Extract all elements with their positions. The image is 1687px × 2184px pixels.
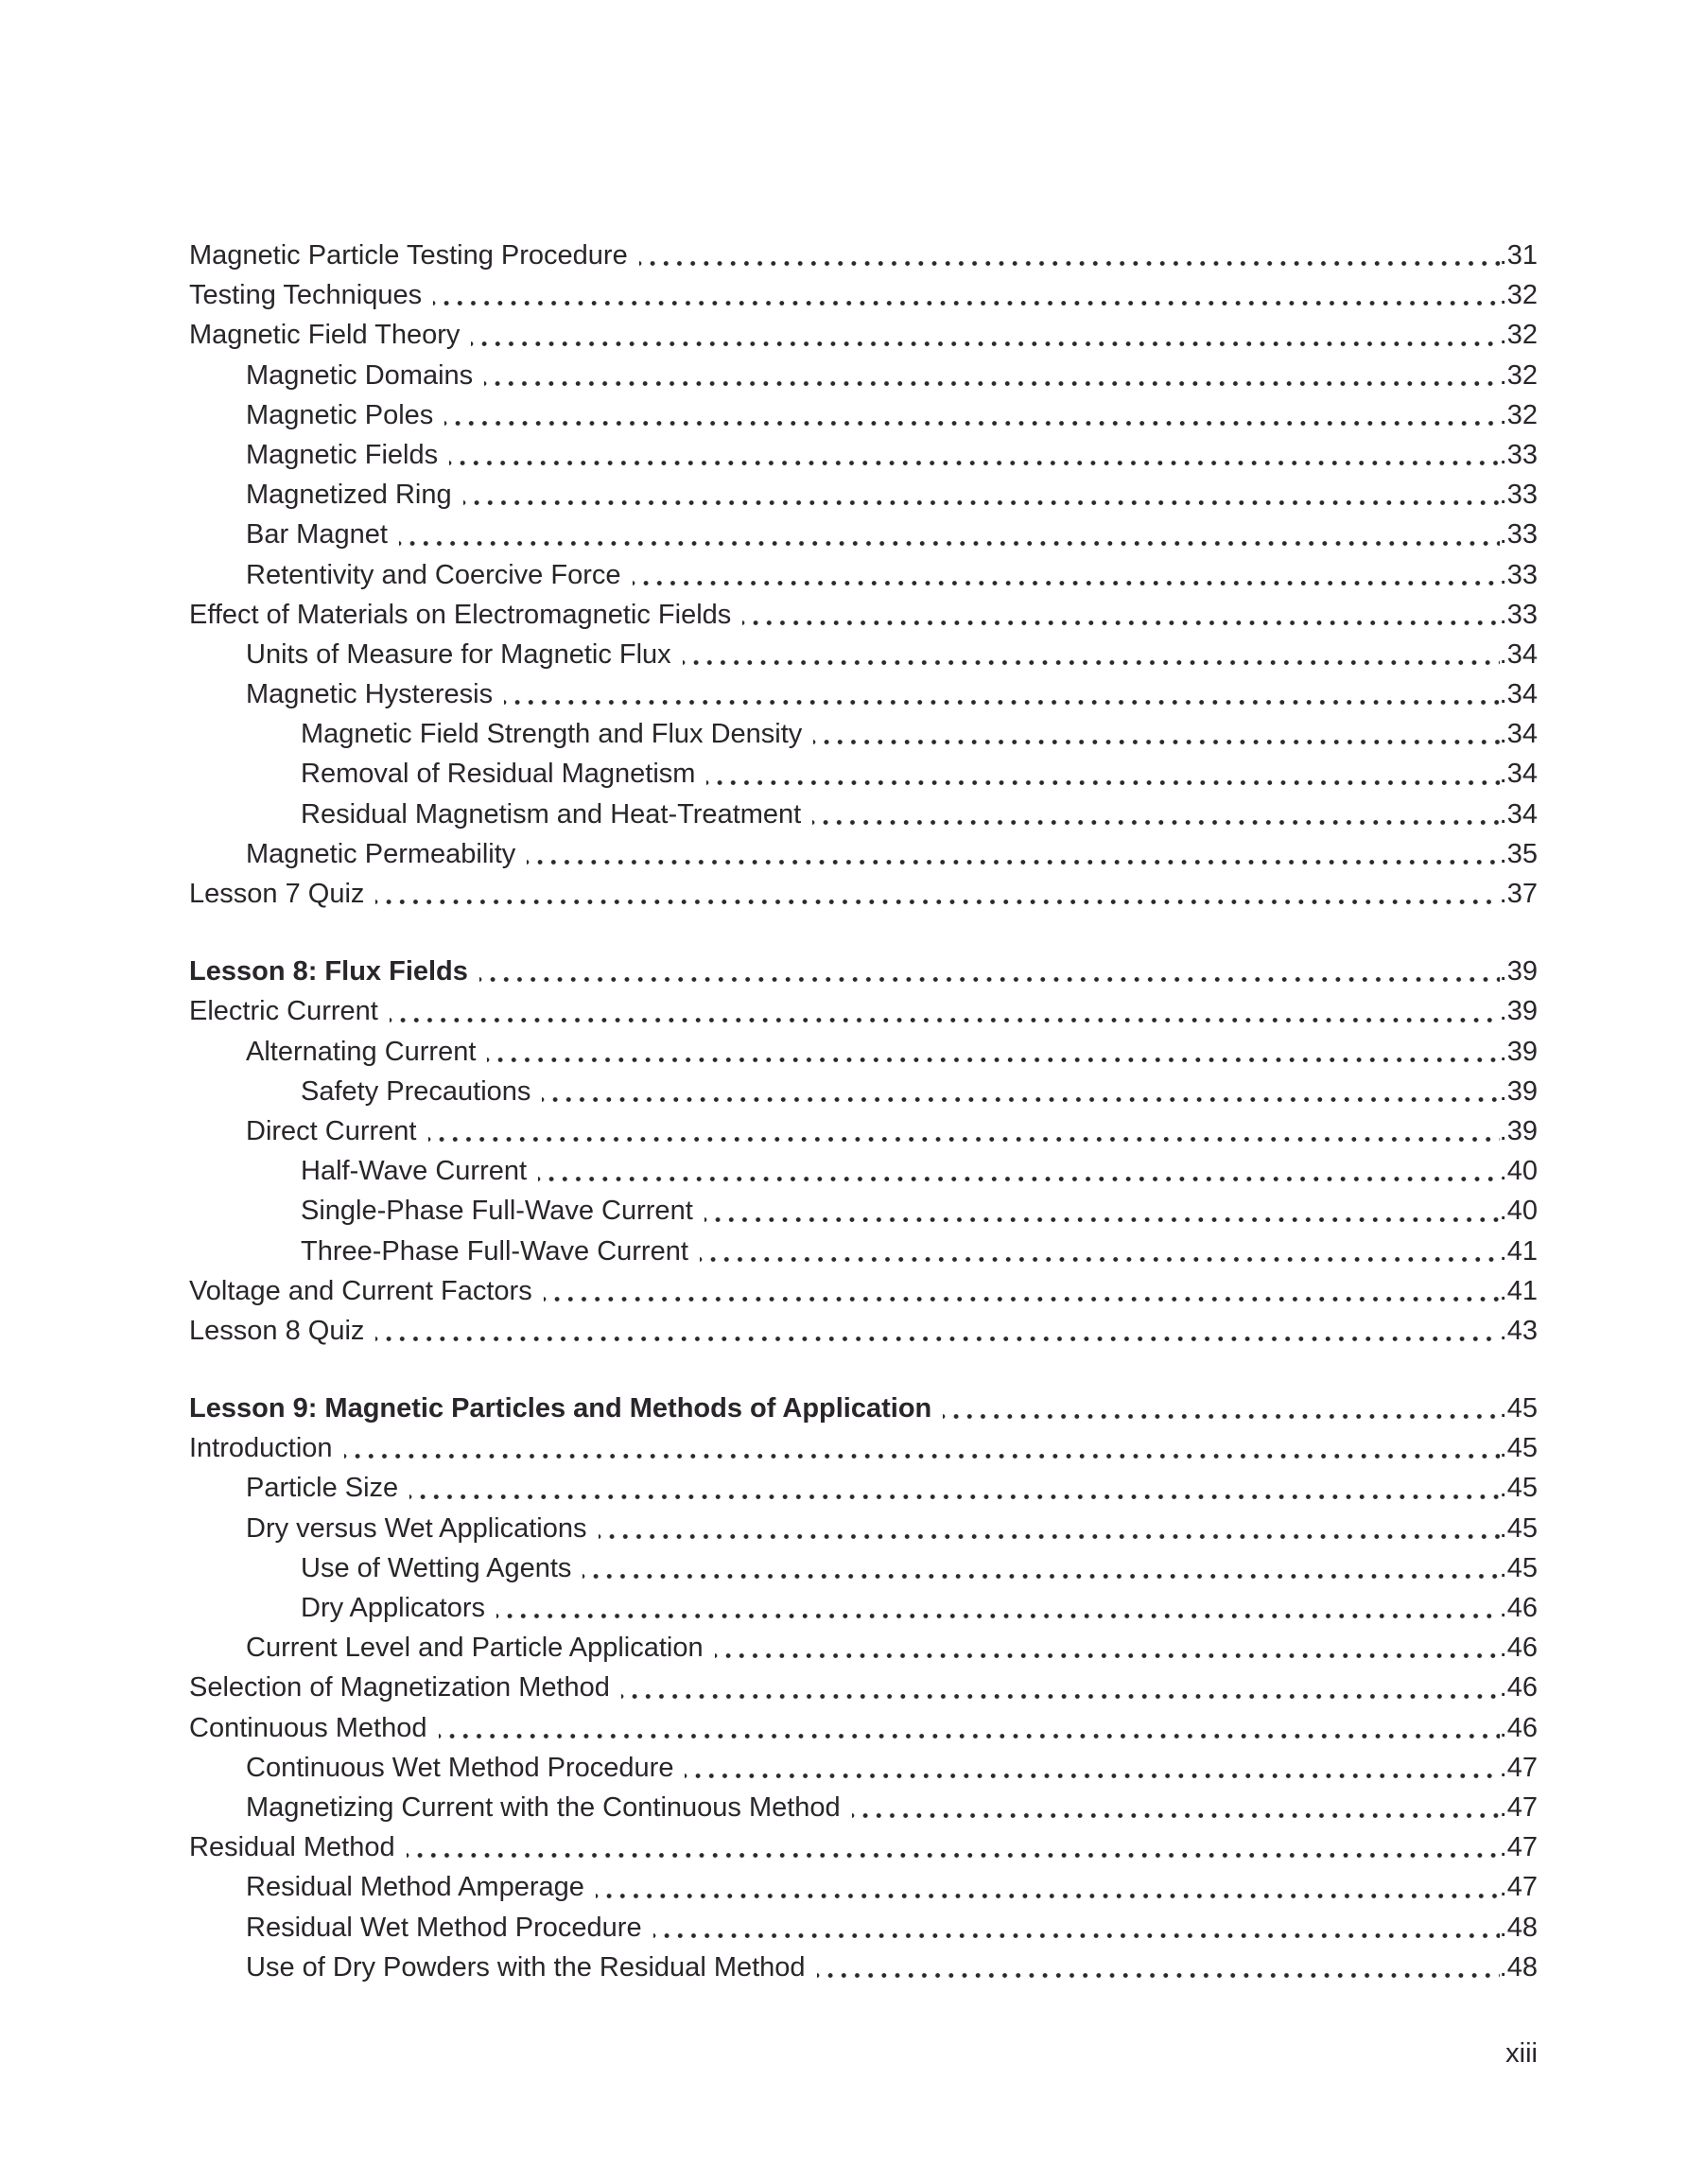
toc-page-number: . 33 <box>1500 595 1538 635</box>
dot-leader <box>504 674 1500 714</box>
dot-leader <box>433 275 1500 315</box>
toc-entry-row <box>189 1588 1538 1628</box>
dot-leader <box>444 395 1499 435</box>
toc-entry-row <box>189 1827 1538 1867</box>
toc-page-number: . 45 <box>1500 1548 1538 1588</box>
toc-lesson-heading-row <box>189 952 1538 991</box>
toc-page-number: . 32 <box>1500 356 1538 395</box>
toc-entry-row <box>189 1032 1538 1072</box>
toc-entry-label: Residual Method Amperage <box>246 1872 584 1903</box>
dot-leader <box>344 1428 1500 1468</box>
toc-entry-label: Magnetized Ring <box>246 480 452 511</box>
toc-entry-row <box>189 1548 1538 1588</box>
dot-leader <box>742 595 1499 635</box>
toc-page-number: . 45 <box>1500 1468 1538 1508</box>
dot-leader <box>538 1151 1500 1191</box>
toc-page-number: . 39 <box>1500 1032 1538 1072</box>
toc-entry-row <box>189 834 1538 874</box>
toc-entry-row <box>189 1509 1538 1548</box>
toc-entry-label: Lesson 7 Quiz <box>189 879 365 909</box>
toc-page-number: . 39 <box>1500 1111 1538 1151</box>
toc-page-number: . 33 <box>1500 555 1538 595</box>
toc-page-number: . 48 <box>1500 1908 1538 1948</box>
dot-leader <box>583 1548 1499 1588</box>
toc-entry-label: Magnetic Hysteresis <box>246 679 494 710</box>
dot-leader <box>704 1191 1500 1231</box>
dot-leader <box>599 1509 1500 1548</box>
dot-leader <box>544 1271 1500 1311</box>
dot-leader <box>813 714 1499 754</box>
toc-entry-label: Alternating Current <box>246 1036 477 1067</box>
toc-entry-label: Continuous Method <box>189 1712 427 1743</box>
toc-page-number: . 32 <box>1500 395 1538 435</box>
toc-entry-label: Selection of Magnetization Method <box>189 1672 610 1704</box>
toc-page-number: . 47 <box>1500 1788 1538 1827</box>
toc-page-number: . 35 <box>1500 834 1538 874</box>
toc-lesson-heading-label: Lesson 8: Flux Fields <box>189 956 468 987</box>
toc-entry-label: Magnetic Permeability <box>246 838 516 869</box>
dot-leader <box>407 1827 1500 1867</box>
toc-entry-row <box>189 515 1538 554</box>
toc-entry-label: Residual Wet Method Procedure <box>246 1912 642 1943</box>
toc-entry-row <box>189 275 1538 315</box>
dot-leader <box>852 1788 1500 1827</box>
toc-entry-label: Lesson 8 Quiz <box>189 1315 365 1346</box>
dot-leader <box>463 475 1500 515</box>
toc-entry-label: Safety Precautions <box>301 1075 531 1107</box>
dot-leader <box>653 1908 1500 1948</box>
toc-entry-label: Use of Dry Powders with the Residual Method <box>246 1951 806 1983</box>
toc-entry-row <box>189 1428 1538 1468</box>
toc-page-number: . 43 <box>1500 1311 1538 1351</box>
dot-leader <box>375 874 1499 914</box>
dot-leader <box>479 952 1500 991</box>
toc-entry-row <box>189 1708 1538 1748</box>
dot-leader <box>596 1867 1500 1907</box>
toc-entry-row <box>189 435 1538 475</box>
toc-entry-row <box>189 1191 1538 1231</box>
toc-page-number: . 34 <box>1500 795 1538 834</box>
dot-leader <box>817 1948 1500 1987</box>
toc-page-number: . 45 <box>1500 1509 1538 1548</box>
dot-leader <box>399 515 1500 554</box>
toc-entry-label: Particle Size <box>246 1473 399 1504</box>
table-of-contents <box>189 236 1538 2025</box>
toc-entry-row <box>189 795 1538 834</box>
dot-leader <box>706 754 1499 794</box>
toc-entry-row <box>189 1232 1538 1271</box>
toc-entry-label: Magnetic Particle Testing Procedure <box>189 240 628 271</box>
toc-page-number: . 32 <box>1500 315 1538 355</box>
toc-entry-label: Magnetic Fields <box>246 439 439 470</box>
toc-page-number: . 41 <box>1500 1271 1538 1311</box>
toc-entry-label: Residual Magnetism and Heat-Treatment <box>301 798 802 830</box>
toc-lesson-heading-label: Lesson 9: Magnetic Particles and Methods of Application <box>189 1393 932 1424</box>
toc-page-number: . 40 <box>1500 1151 1538 1191</box>
toc-entry-row <box>189 754 1538 794</box>
toc-entry-label: Magnetizing Current with the Continuous Method <box>246 1791 841 1823</box>
dot-leader <box>484 356 1500 395</box>
page-number-folio: xiii <box>1505 2038 1538 2069</box>
toc-entry-label: Continuous Wet Method Procedure <box>246 1752 674 1783</box>
dot-leader <box>390 991 1500 1031</box>
toc-entry-label: Direct Current <box>246 1115 417 1146</box>
toc-page-number: . 46 <box>1500 1628 1538 1668</box>
toc-entry-label: Voltage and Current Factors <box>189 1275 532 1306</box>
toc-entry-row <box>189 874 1538 914</box>
toc-entry-label: Magnetic Field Theory <box>189 320 461 351</box>
toc-entry-row <box>189 1948 1538 1987</box>
toc-entry-row <box>189 1151 1538 1191</box>
toc-entry-row <box>189 1111 1538 1151</box>
toc-entry-row <box>189 555 1538 595</box>
toc-page-number: . 47 <box>1500 1827 1538 1867</box>
toc-entry-row <box>189 1867 1538 1907</box>
dot-leader <box>639 236 1500 275</box>
toc-entry-label: Half-Wave Current <box>301 1156 528 1187</box>
toc-page-number: . 33 <box>1500 435 1538 475</box>
dot-leader <box>471 315 1499 355</box>
dot-leader <box>683 635 1500 674</box>
toc-page-number: . 46 <box>1500 1588 1538 1628</box>
toc-entry-row <box>189 1908 1538 1948</box>
toc-entry-row <box>189 991 1538 1031</box>
dot-leader <box>700 1232 1500 1271</box>
toc-page-number: . 39 <box>1500 1072 1538 1111</box>
toc-entry-label: Retentivity and Coercive Force <box>246 559 621 590</box>
page-footer <box>189 2034 1538 2073</box>
toc-entry-label: Single-Phase Full-Wave Current <box>301 1196 693 1227</box>
toc-page-number: . 33 <box>1500 515 1538 554</box>
dot-leader <box>375 1311 1499 1351</box>
toc-page-number: . 46 <box>1500 1668 1538 1707</box>
toc-page-number: . 34 <box>1500 714 1538 754</box>
toc-page-number: . 33 <box>1500 475 1538 515</box>
toc-page-number: . 45 <box>1500 1428 1538 1468</box>
dot-leader <box>527 834 1499 874</box>
toc-page-number: . 39 <box>1500 991 1538 1031</box>
toc-entry-row <box>189 1668 1538 1707</box>
dot-leader <box>812 795 1499 834</box>
toc-entry-label: Magnetic Domains <box>246 359 474 391</box>
toc-page-number: . 47 <box>1500 1867 1538 1907</box>
toc-entry-label: Magnetic Field Strength and Flux Density <box>301 719 803 750</box>
dot-leader <box>496 1588 1500 1628</box>
toc-page-number: . 46 <box>1500 1708 1538 1748</box>
toc-entry-label: Magnetic Poles <box>246 399 434 430</box>
toc-entry-row <box>189 714 1538 754</box>
toc-entry-row <box>189 1628 1538 1668</box>
toc-entry-label: Use of Wetting Agents <box>301 1552 572 1583</box>
toc-entry-label: Effect of Materials on Electromagnetic Fields <box>189 599 732 630</box>
toc-entry-row <box>189 1748 1538 1788</box>
toc-page-number: . 41 <box>1500 1232 1538 1271</box>
toc-page-number: . 31 <box>1500 236 1538 275</box>
toc-page-number: . 37 <box>1500 874 1538 914</box>
dot-leader <box>542 1072 1499 1111</box>
toc-entry-row <box>189 1788 1538 1827</box>
toc-page-number: . 39 <box>1500 952 1538 991</box>
toc-page-number: . 47 <box>1500 1748 1538 1788</box>
toc-page-number: . 34 <box>1500 674 1538 714</box>
toc-entry-label: Three-Phase Full-Wave Current <box>301 1235 688 1267</box>
dot-leader <box>715 1628 1500 1668</box>
dot-leader <box>943 1389 1499 1428</box>
toc-entry-row <box>189 236 1538 275</box>
toc-page-number: . 32 <box>1500 275 1538 315</box>
toc-entry-label: Current Level and Particle Application <box>246 1633 704 1664</box>
toc-page-number: . 34 <box>1500 635 1538 674</box>
dot-leader <box>621 1668 1500 1707</box>
toc-section <box>189 952 1538 1351</box>
toc-entry-row <box>189 1311 1538 1351</box>
dot-leader <box>428 1111 1500 1151</box>
toc-entry-label: Introduction <box>189 1433 333 1464</box>
toc-entry-label: Electric Current <box>189 996 378 1027</box>
toc-section <box>189 236 1538 914</box>
toc-entry-row <box>189 1468 1538 1508</box>
dot-leader <box>633 555 1500 595</box>
toc-entry-row <box>189 635 1538 674</box>
dot-leader <box>409 1468 1500 1508</box>
toc-entry-row <box>189 1271 1538 1311</box>
toc-entry-row <box>189 674 1538 714</box>
toc-page-number: . 48 <box>1500 1948 1538 1987</box>
toc-entry-label: Dry Applicators <box>301 1593 486 1623</box>
toc-page-number: . 45 <box>1500 1389 1538 1428</box>
dot-leader <box>439 1708 1500 1748</box>
toc-page-number: . 34 <box>1500 754 1538 794</box>
toc-entry-row <box>189 475 1538 515</box>
toc-entry-label: Testing Techniques <box>189 280 423 311</box>
toc-entry-label: Dry versus Wet Applications <box>246 1512 587 1544</box>
toc-entry-row <box>189 356 1538 395</box>
dot-leader <box>487 1032 1499 1072</box>
toc-entry-row <box>189 595 1538 635</box>
toc-entry-label: Residual Method <box>189 1832 395 1863</box>
dot-leader <box>685 1748 1499 1788</box>
toc-entry-label: Bar Magnet <box>246 519 388 550</box>
toc-entry-label: Units of Measure for Magnetic Flux <box>246 638 671 670</box>
toc-entry-row <box>189 1072 1538 1111</box>
toc-lesson-heading-row <box>189 1389 1538 1428</box>
toc-section <box>189 1389 1538 1987</box>
toc-entry-row <box>189 395 1538 435</box>
toc-entry-row <box>189 315 1538 355</box>
dot-leader <box>449 435 1500 475</box>
toc-entry-label: Removal of Residual Magnetism <box>301 759 696 790</box>
toc-page-number: . 40 <box>1500 1191 1538 1231</box>
